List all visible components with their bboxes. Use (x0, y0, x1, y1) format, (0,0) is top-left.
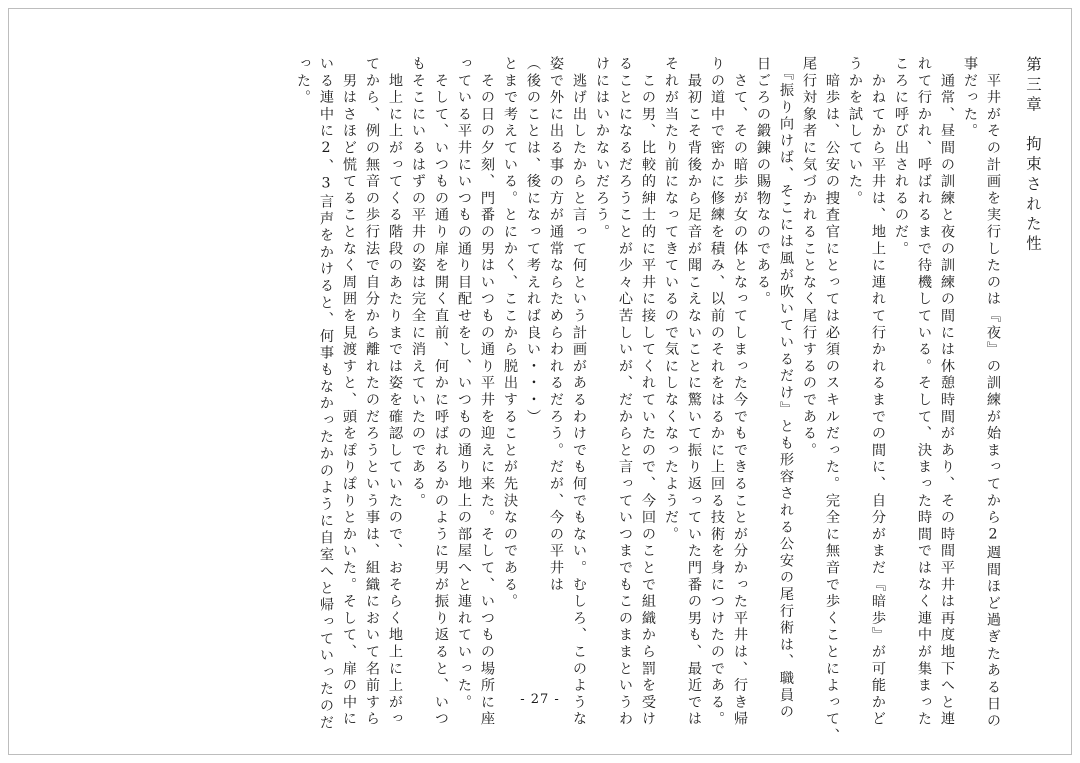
body-line: けにはいかないだろう。 (594, 56, 610, 241)
body-line: うかを試していた。 (847, 56, 863, 208)
body-line: とまで考えている。とにかく、ここから脱出することが先決なのである。 (502, 56, 518, 611)
body-line: ころに呼び出されるのだ。 (893, 56, 909, 258)
body-line: （後のことは、後になって考えれば良い・・・） (525, 56, 541, 426)
body-line: そして、いつもの通り扉を開く直前、何かに呼ばれるかのように男が振り返ると、いつ (433, 56, 449, 728)
body-line: 『振り向けば、そこには風が吹いているだけ』とも形容される公安の尾行術は、職員の (778, 56, 794, 721)
body-line: 最初こそ背後から足音が聞こえないことに驚いて振り返っていた門番の男も、最近では (686, 56, 702, 728)
body-line: 暗歩は、公安の捜査官にとっては必須のスキルだった。完全に無音で歩くことによって、 (824, 56, 840, 745)
body-line: 平井がその計画を実行したのは『夜』の訓練が始まってから2週間ほど過ぎたある日の (985, 56, 1001, 730)
body-line: 日ごろの鍛錬の賜物なのである。 (755, 56, 771, 308)
body-line: りの道中で密かに修練を積み、以前のそれをはるかに上回る技術を身につけたのである。 (709, 56, 725, 728)
body-line: 姿で外に出る事の方が通常ならためらわれるだろう。だが、今の平井は (548, 56, 564, 594)
body-line: れて行かれ、呼ばれるまで待機している。そして、決まった時間ではなく連中が集まった (916, 56, 932, 728)
page-number: - 27 - (520, 692, 560, 707)
body-line: かねてから平井は、地上に連れて行かれるまでの間に、自分がまだ『暗歩』が可能かど (870, 56, 886, 728)
body-line: った。 (295, 56, 311, 107)
body-line: 地上に上がってくる階段のあたりまでは姿を確認していたので、おそらく地上に上がっ (387, 56, 403, 728)
body-line: 尾行対象者に気づかれることなく尾行するのである。 (801, 56, 817, 460)
body-line: いる連中に2、3言声をかけると、何事もなかったかのように自室へと帰っていったのだ (318, 56, 334, 732)
body-line: っている平井にいつもの通り目配せをし、いつもの通り地上の部屋へと連れていった。 (456, 56, 472, 712)
body-line: 男はさほど慌てることなく周囲を見渡すと、頭をぽりぽりとかいた。そして、扉の中に (341, 56, 357, 728)
body-line: もそこにいるはずの平井の姿は完全に消えていたのである。 (410, 56, 426, 510)
body-line: 逃げ出したからと言って何という計画があるわけでも何でもない。むしろ、このような (571, 56, 587, 728)
body-line: さて、その暗歩が女の体となってしまった今でもできることが分かった平井は、行き帰 (732, 56, 748, 728)
body-line: この男、比較的紳士的に平井に接してくれていたので、今回のことで組織から罰を受け (640, 56, 656, 728)
body-line: ることになるだろうことが少々心苦しいが、だからと言っていつまでもこのままというわ (617, 56, 633, 728)
chapter-heading: 第三章 拘束された性 (1024, 56, 1042, 255)
body-line: その日の夕刻、門番の男はいつもの通り平井を迎えに来た。そして、いつもの場所に座 (479, 56, 495, 728)
body-line: それが当たり前になってきているので気にしなくなったようだ。 (663, 56, 679, 544)
body-line: てから、例の無音の歩行法で自分から離れたのだろうという事は、組織において名前すら (364, 56, 380, 728)
body-line: 通常、昼間の訓練と夜の訓練の間には休憩時間があり、その時間平井は再度地下へと連 (939, 56, 955, 728)
body-line: 事だった。 (962, 56, 978, 140)
